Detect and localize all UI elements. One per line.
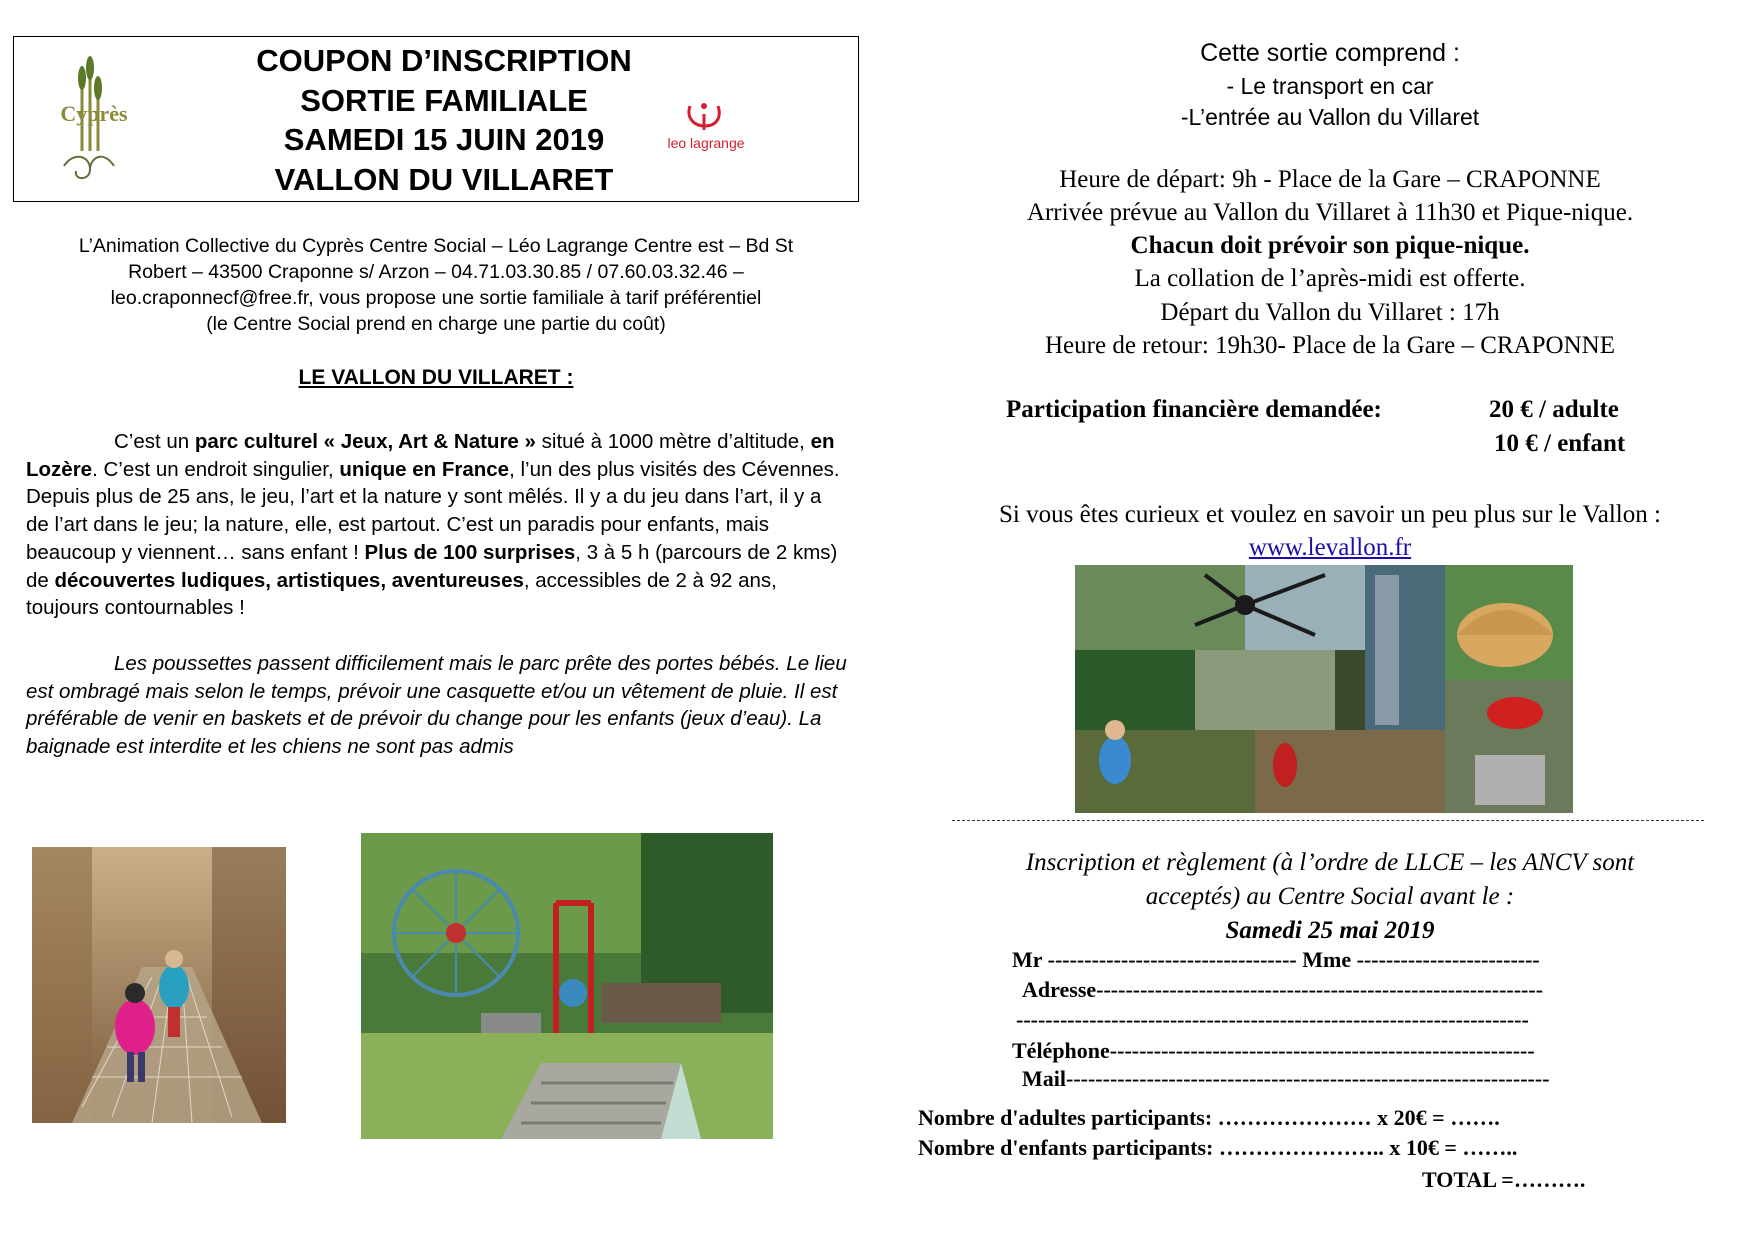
more-info-text: Si vous êtes curieux et voulez en savoir un peu plus sur le Vallon :: [999, 501, 1661, 528]
intro-line-1: L’Animation Collective du Cyprès Centre Social – Léo Lagrange Centre est – Bd St: [78, 235, 794, 257]
vallon-collage-photo: [1075, 565, 1573, 813]
form-address-field-2[interactable]: ----------------------------------------------------------------------: [1016, 1007, 1529, 1032]
practical-info-paragraph: [26, 650, 848, 761]
desc-bold: en Lozère: [26, 430, 835, 481]
included-item-entry: -L’entrée au Vallon du Villaret: [1180, 104, 1480, 130]
desc-text: , l’un des plus visités des Cévennes. Depuis plus de 25 ans, le jeu, l’art et la nature y sont mêlés. Il y a du jeu dans l’art, il y a de l’art dans le jeu; la nature, elle, est partout. C’est un paradis pour enfants, mais beaucoup y viennent… sans enfant !: [26, 457, 840, 564]
title-line-4: VALLON DU VILLARET: [274, 161, 614, 197]
departure-time: Heure de départ: 9h - Place de la Gare – CRAPONNE: [1059, 166, 1601, 193]
price-adult: 20 € / adulte: [1489, 396, 1619, 423]
form-adults-count[interactable]: Nombre d'adultes participants: ………………… x 20€ = …….: [918, 1105, 1500, 1130]
practical-info-text: Les poussettes passent difficilement mais le parc prête des portes bébés. Le lieu est ombragé mais selon le temps, prévoir une casquette et/ou un vêtement de pluie. Il est préférable de venir en baskets et de prévoir du change pour les enfants (jeux d’eau). La baignade est interdite et les chiens ne sont pas admis: [26, 652, 847, 759]
form-mme-label: Mme -------------------------: [1302, 947, 1540, 972]
included-item-transport: - Le transport en car: [1226, 73, 1434, 99]
desc-bold: Plus de 100 surprises: [364, 540, 576, 564]
price-child: 10 € / enfant: [1494, 430, 1626, 457]
snack-note: La collation de l’après-midi est offerte.: [1134, 265, 1526, 292]
section-title: LE VALLON DU VILLARET :: [298, 366, 574, 389]
form-phone-field[interactable]: Téléphone----------------------------------------------------------: [1012, 1038, 1535, 1063]
desc-text: situé à 1000 mètre d’altitude,: [535, 430, 811, 453]
cypres-logo-text: Cyprès: [60, 101, 128, 126]
desc-bold: parc culturel « Jeux, Art & Nature »: [194, 430, 536, 453]
included-heading: Cette sortie comprend :: [1200, 39, 1460, 67]
return-time: Heure de retour: 19h30- Place de la Gare – CRAPONNE: [1045, 332, 1615, 359]
playground-photo: [361, 833, 773, 1139]
form-address-field[interactable]: Adresse-------------------------------------------------------------: [1022, 977, 1544, 1002]
desc-bold: unique en France: [339, 457, 510, 481]
desc-text: . C’est un endroit singulier,: [92, 457, 340, 481]
picnic-note: Chacun doit prévoir son pique-nique.: [1130, 232, 1530, 259]
title-line-2: SORTIE FAMILIALE: [300, 82, 588, 118]
form-total[interactable]: TOTAL =……….: [1422, 1167, 1586, 1192]
intro-line-2: Robert – 43500 Craponne s/ Arzon – 04.71.03.30.85 / 07.60.03.32.46 –: [128, 261, 744, 283]
website-link[interactable]: www.levallon.fr: [1248, 534, 1412, 561]
title-line-1: COUPON D’INSCRIPTION: [256, 43, 632, 78]
desc-text: , accessibles de 2 à 92 ans, toujours contournables !: [26, 568, 777, 620]
cut-line-divider: [952, 820, 1704, 822]
desc-text: C’est un: [114, 430, 195, 453]
form-children-count[interactable]: Nombre d'enfants participants: ………………….. x 10€ = ……..: [918, 1135, 1518, 1160]
registration-line-1: Inscription et règlement (à l’ordre de LLCE – les ANCV sont: [1025, 849, 1635, 876]
desc-text: , 3 à 5 h (parcours de 2 kms) de: [26, 540, 838, 592]
pricing-label: Participation financière demandée:: [1006, 396, 1382, 423]
leo-lagrange-logo: [660, 96, 770, 166]
leo-logo-text: leo lagrange: [667, 135, 745, 151]
rope-net-photo: [32, 847, 286, 1123]
form-mr-field[interactable]: [1012, 947, 1540, 973]
header-title: [214, 41, 674, 199]
leave-time: Départ du Vallon du Villaret : 17h: [1160, 299, 1500, 326]
intro-text: [30, 233, 842, 337]
registration-line-2: acceptés) au Centre Social avant le :: [1145, 883, 1515, 910]
desc-bold: découvertes ludiques, artistiques, aventureuses: [54, 568, 524, 592]
registration-deadline: Samedi 25 mai 2019: [1225, 917, 1435, 944]
intro-line-3: leo.craponnecf@free.fr, vous propose une sortie familiale à tarif préférentiel: [110, 287, 762, 309]
cypres-logo: [44, 56, 144, 186]
description-paragraph: [26, 428, 848, 622]
arrival-time: Arrivée prévue au Vallon du Villaret à 11h30 et Pique-nique.: [1026, 199, 1634, 226]
form-mr-label: Mr ----------------------------------: [1012, 947, 1303, 972]
intro-line-4: (le Centre Social prend en charge une partie du coût): [206, 313, 666, 335]
form-mail-field[interactable]: Mail------------------------------------------------------------------: [1022, 1066, 1550, 1091]
title-line-3: SAMEDI 15 JUIN 2019: [283, 122, 605, 157]
